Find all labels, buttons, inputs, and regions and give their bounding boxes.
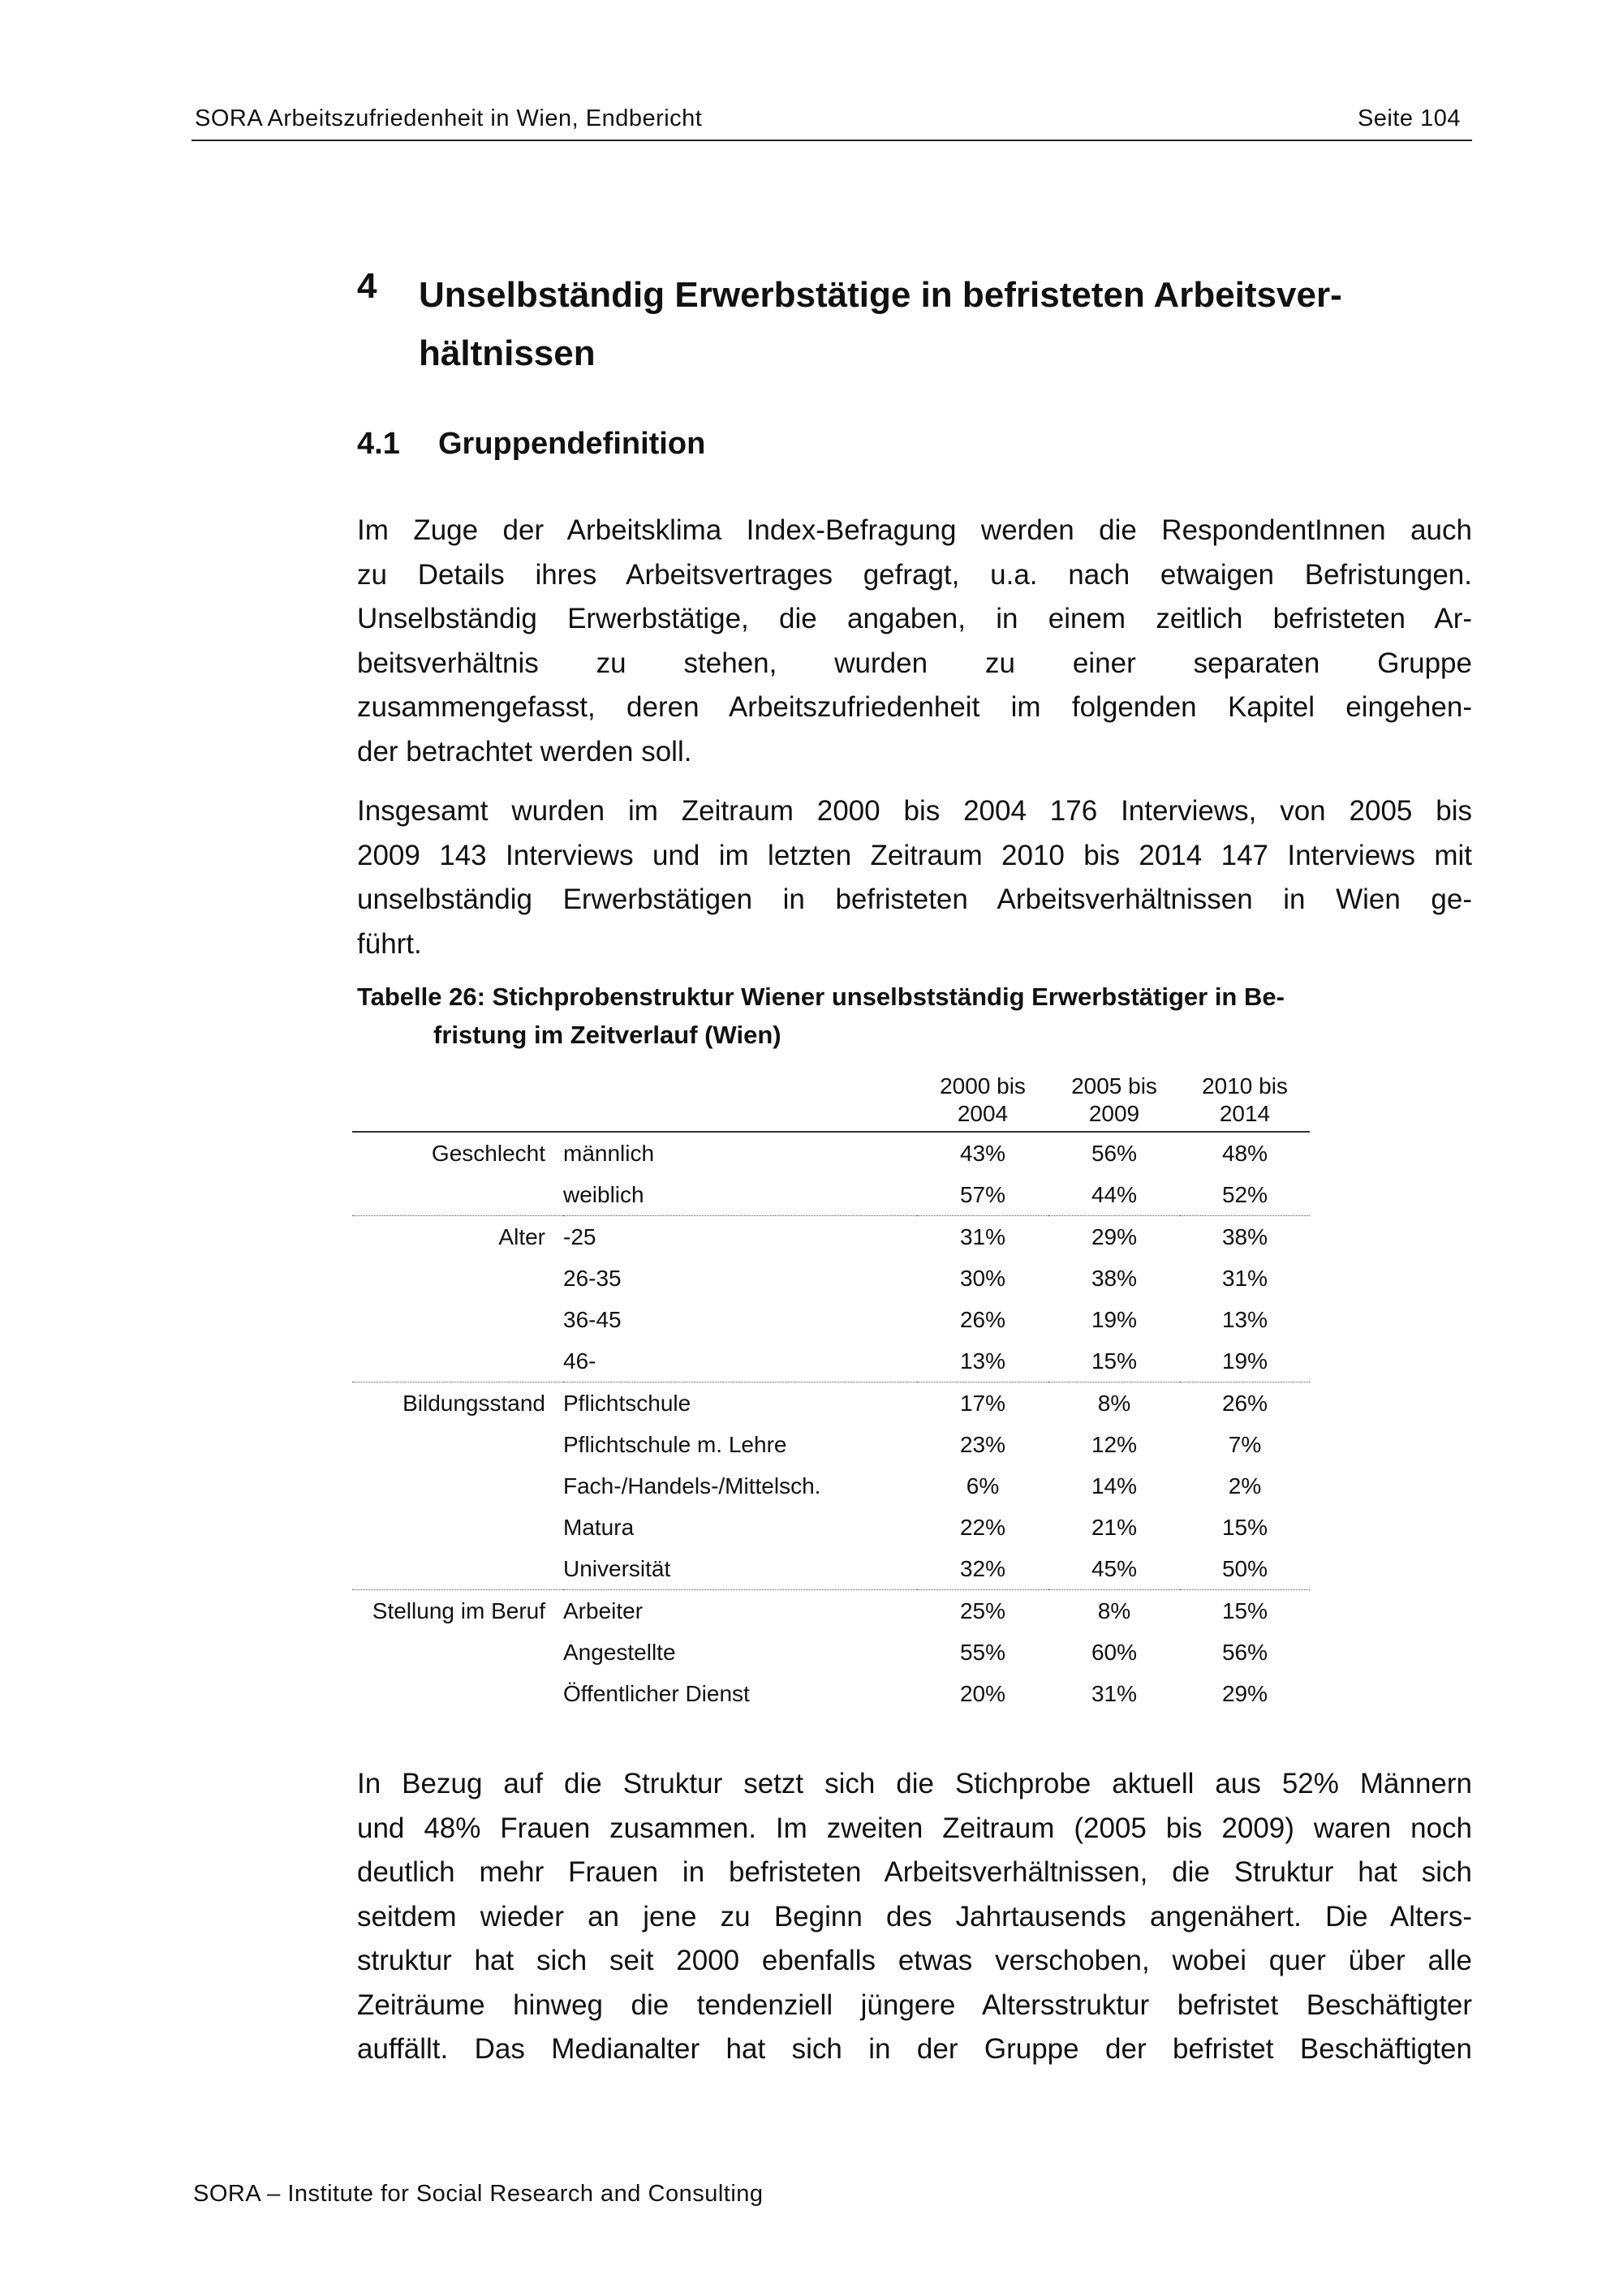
column-header-period-3: 2010 bis 2014	[1202, 1073, 1288, 1126]
table-row	[352, 1299, 1310, 1340]
cell-value: 2%	[1228, 1473, 1262, 1498]
paragraph-line: und 48% Frauen zusammen. Im zweiten Zeitraum (2005 bis 2009) waren noch	[357, 1812, 1472, 1844]
paragraph-line: auffällt. Das Medianalter hat sich in der Gruppe der befristet Beschäftigten	[357, 2033, 1472, 2065]
cell-value: 29%	[1091, 1223, 1138, 1249]
header-empty-cell	[352, 1073, 563, 1132]
cell-value: 8%	[1097, 1597, 1131, 1623]
section-title: Gruppendefinition	[438, 427, 706, 461]
row-label: Universität	[563, 1548, 917, 1590]
row-group-label: Geschlecht	[431, 1140, 545, 1166]
section-number: 4.1	[357, 427, 400, 461]
row-label: Pflichtschule	[563, 1390, 691, 1416]
cell-value: 14%	[1091, 1473, 1138, 1498]
table-row	[352, 1382, 1310, 1425]
paragraph-structure-analysis	[357, 1762, 1472, 2072]
table-row	[352, 1673, 1310, 1714]
chapter-number: 4	[357, 266, 377, 306]
chapter-title-line-2: hältnissen	[419, 333, 596, 373]
paragraph-line: deutlich mehr Frauen in befristeten Arbeitsverhältnissen, die Struktur hat sich	[357, 1856, 1472, 1888]
row-label: Pflichtschule m. Lehre	[563, 1431, 787, 1457]
paragraph-line: In Bezug auf die Struktur setzt sich die Stichprobe aktuell aus 52% Männern	[357, 1768, 1472, 1799]
cell-value: 43%	[959, 1140, 1006, 1166]
cell-value: 45%	[1048, 1548, 1180, 1590]
table-caption	[357, 978, 1493, 1054]
column-header-period-2: 2005 bis 2009	[1071, 1073, 1157, 1126]
table-caption-line-1: Tabelle 26: Stichprobenstruktur Wiener unselbstständig Erwerbstätiger in Be-	[357, 982, 1285, 1011]
cell-value: 22%	[959, 1514, 1006, 1540]
cell-value: 21%	[1091, 1514, 1138, 1540]
paragraph-group-definition	[357, 509, 1472, 774]
row-group-label: Alter	[498, 1223, 545, 1249]
cell-value: 19%	[1091, 1306, 1138, 1332]
row-label: Fach-/Handels-/Mittelsch.	[563, 1473, 821, 1498]
cell-value: 12%	[1091, 1431, 1138, 1457]
row-group-label: Stellung im Beruf	[372, 1597, 545, 1623]
paragraph-line: führt.	[357, 927, 422, 960]
table-row	[352, 1258, 1310, 1299]
cell-value: 15%	[1048, 1340, 1180, 1382]
row-label: männlich	[563, 1140, 655, 1166]
header-empty-cell	[563, 1073, 917, 1132]
cell-value: 55%	[959, 1639, 1006, 1665]
row-label: 36-45	[563, 1306, 622, 1332]
row-label: 26-35	[563, 1265, 622, 1291]
chapter-title-line-1: Unselbständig Erwerbstätige in befristeten Arbeitsver-	[419, 275, 1342, 315]
cell-value: 17%	[959, 1390, 1006, 1416]
cell-value: 26%	[1221, 1390, 1268, 1416]
cell-value: 7%	[1228, 1431, 1262, 1457]
table-row	[352, 1216, 1310, 1258]
running-header	[192, 104, 1472, 141]
table-caption-line-2: fristung im Zeitverlauf (Wien)	[433, 1021, 781, 1049]
table-row	[352, 1174, 1310, 1216]
cell-value: 30%	[959, 1265, 1006, 1291]
table-row	[352, 1590, 1310, 1632]
cell-value: 8%	[1097, 1390, 1131, 1416]
paragraph-line: seitdem wieder an jene zu Beginn des Jahrtausends angenähert. Die Alters-	[357, 1900, 1472, 1933]
chapter-title	[419, 266, 1539, 383]
cell-value: 29%	[1221, 1680, 1268, 1706]
table-row	[352, 1632, 1310, 1673]
row-label: 46-	[563, 1340, 917, 1382]
cell-value: 60%	[1091, 1639, 1138, 1665]
cell-value: 25%	[959, 1597, 1006, 1623]
paragraph-line: der betrachtet werden soll.	[357, 735, 692, 767]
paragraph-line: beitsverhältnis zu stehen, wurden zu einer separaten Gruppe	[357, 647, 1472, 679]
cell-value: 31%	[1221, 1265, 1268, 1291]
cell-value: 38%	[1221, 1223, 1268, 1249]
row-label: weiblich	[563, 1174, 917, 1216]
paragraph-line: Insgesamt wurden im Zeitraum 2000 bis 2004 176 Interviews, von 2005 bis	[357, 795, 1472, 827]
header-title: SORA Arbeitszufriedenheit in Wien, Endbericht	[195, 105, 703, 131]
table-row	[352, 1548, 1310, 1590]
paragraph-line: unselbständig Erwerbstätigen in befristeten Arbeitsverhältnissen in Wien ge-	[357, 884, 1472, 915]
cell-value: 31%	[959, 1223, 1006, 1249]
cell-value: 20%	[959, 1680, 1006, 1706]
cell-value: 44%	[1048, 1174, 1180, 1216]
row-group-label: Bildungsstand	[403, 1390, 545, 1416]
table-row	[352, 1507, 1310, 1548]
cell-value: 15%	[1221, 1514, 1268, 1540]
table-row	[352, 1424, 1310, 1465]
cell-value: 48%	[1221, 1140, 1268, 1166]
cell-value: 13%	[917, 1340, 1048, 1382]
page-number: Seite 104	[1357, 105, 1461, 131]
paragraph-interview-counts	[357, 789, 1472, 966]
cell-value: 6%	[966, 1473, 1000, 1498]
paragraph-line: 2009 143 Interviews und im letzten Zeitraum 2010 bis 2014 147 Interviews mit	[357, 839, 1472, 871]
column-header-period-1: 2000 bis 2004	[940, 1073, 1026, 1126]
paragraph-line: Unselbständig Erwerbstätige, die angaben, in einem zeitlich befristeten Ar-	[357, 603, 1472, 634]
table-row	[352, 1465, 1310, 1507]
table-row	[352, 1340, 1310, 1382]
cell-value: 50%	[1180, 1548, 1310, 1590]
cell-value: 13%	[1221, 1306, 1268, 1332]
sample-structure-table	[352, 1073, 1310, 1714]
row-label: Arbeiter	[563, 1597, 644, 1623]
page-footer: SORA – Institute for Social Research and Consulting	[193, 2181, 764, 2207]
cell-value: 52%	[1180, 1174, 1310, 1216]
row-label: Angestellte	[563, 1639, 676, 1665]
cell-value: 15%	[1221, 1597, 1268, 1623]
row-label: -25	[563, 1223, 596, 1249]
cell-value: 32%	[917, 1548, 1048, 1590]
cell-value: 56%	[1091, 1140, 1138, 1166]
row-label: Matura	[563, 1514, 635, 1540]
cell-value: 38%	[1091, 1265, 1138, 1291]
row-label: Öffentlicher Dienst	[563, 1680, 750, 1706]
table-row	[352, 1132, 1310, 1174]
paragraph-line: Zeiträume hinweg die tendenziell jüngere Altersstruktur befristet Beschäftigter	[357, 1989, 1472, 2021]
cell-value: 23%	[959, 1431, 1006, 1457]
cell-value: 57%	[917, 1174, 1048, 1216]
cell-value: 56%	[1221, 1639, 1268, 1665]
cell-value: 31%	[1091, 1680, 1138, 1706]
paragraph-line: zusammengefasst, deren Arbeitszufriedenheit im folgenden Kapitel eingehen-	[357, 691, 1472, 723]
cell-value: 19%	[1180, 1340, 1310, 1382]
paragraph-line: zu Details ihres Arbeitsvertrages gefragt, u.a. nach etwaigen Befristungen.	[357, 558, 1472, 591]
cell-value: 26%	[959, 1306, 1006, 1332]
paragraph-line: struktur hat sich seit 2000 ebenfalls etwas verschoben, wobei quer über alle	[357, 1945, 1472, 1976]
table-header-row	[352, 1073, 1310, 1132]
paragraph-line: Im Zuge der Arbeitsklima Index-Befragung werden die RespondentInnen auch	[357, 514, 1472, 546]
